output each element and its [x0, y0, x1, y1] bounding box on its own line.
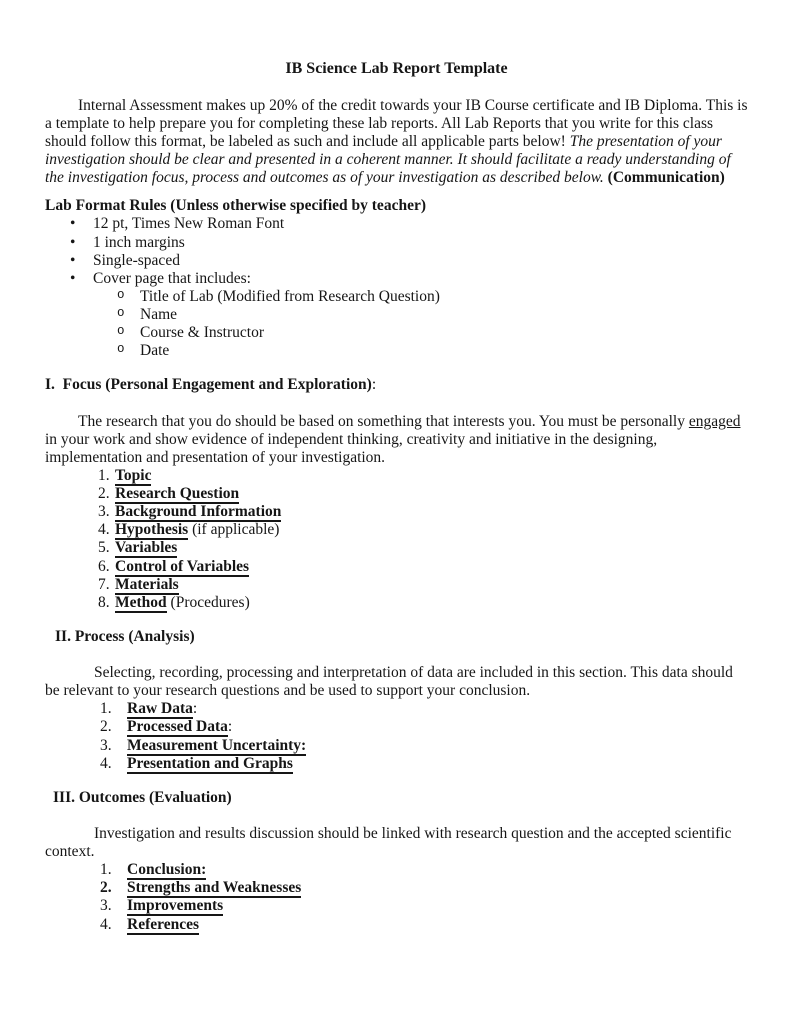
list-number: 4.: [100, 754, 112, 772]
intro-paragraph: [45, 97, 748, 188]
list-number: 3.: [100, 897, 112, 915]
list-item-label: Improvements: [127, 897, 224, 915]
list-number: 8.: [98, 593, 110, 611]
focus-numbered-list: [45, 467, 748, 612]
sub-bullet-item-label: Date: [140, 342, 170, 360]
bullet-item-font: [45, 215, 748, 233]
sub-bullet-item-label: Name: [140, 306, 178, 324]
process-numbered-list: [45, 700, 748, 773]
focus-item-control-of-variables: [45, 558, 748, 576]
bullet-icon: •: [70, 215, 76, 233]
outcomes-item-references: [45, 916, 748, 934]
bullet-item-margins: [45, 234, 748, 252]
list-item-label: Background Information: [115, 503, 282, 521]
focus-item-method: [45, 594, 748, 612]
focus-item-materials: [45, 576, 748, 594]
process-item-raw-data: [45, 700, 748, 718]
focus-item-hypothesis: [45, 521, 748, 539]
circle-bullet-icon: o: [117, 342, 125, 357]
focus-item-research-question: [45, 485, 748, 503]
list-item-suffix: (if applicable): [188, 521, 280, 539]
outcomes-item-improvements: [45, 897, 748, 915]
list-item-label: Conclusion:: [127, 861, 207, 879]
list-item-label: Materials: [115, 575, 179, 593]
focus-text-before: The research that you do should be based on something that interests you. You must be personally: [78, 412, 689, 430]
outcomes-item-conclusion: [45, 861, 748, 879]
list-item-label: Hypothesis: [115, 521, 189, 539]
list-item-suffix: :: [227, 718, 233, 736]
bullet-icon: •: [70, 233, 76, 251]
outcomes-numbered-list: [45, 861, 748, 934]
bullet-item-label: Single-spaced: [93, 251, 180, 269]
section-focus-heading-colon: :: [371, 376, 377, 394]
sub-bullet-item-label: Title of Lab (Modified from Research Question): [140, 287, 440, 305]
list-item-label: References: [127, 915, 200, 933]
outcomes-item-strengths-weaknesses: [45, 879, 748, 897]
list-item-label: Strengths and Weaknesses: [127, 879, 302, 897]
list-number: 2.: [100, 879, 112, 897]
bullet-icon: •: [70, 251, 76, 269]
list-number: 4.: [100, 915, 112, 933]
sub-bullet-item-label: Course & Instructor: [140, 324, 264, 342]
list-number: 2.: [98, 485, 110, 503]
list-item-label: Presentation and Graphs: [127, 754, 293, 772]
format-rules-heading: Lab Format Rules (Unless otherwise specified by teacher): [45, 197, 426, 215]
circle-bullet-icon: o: [117, 324, 125, 339]
list-item-label: Control of Variables: [115, 557, 250, 575]
list-number: 3.: [98, 503, 110, 521]
bullet-item-label: 12 pt, Times New Roman Font: [93, 215, 285, 233]
focus-text-engaged: engaged: [688, 412, 741, 430]
section-focus-heading-text: I. Focus (Personal Engagement and Exploration): [45, 376, 372, 394]
intro-italic-text: The presentation of your investigation should be clear and presented in a coherent manner. It should facilitate a ready understanding of the investigation focus, process and outcomes as of your investigation as described below.: [45, 132, 731, 187]
list-item-label: Raw Data: [127, 700, 193, 718]
list-number: 6.: [98, 557, 110, 575]
list-item-label: Method: [115, 593, 167, 611]
list-item-suffix: :: [192, 700, 198, 718]
list-item-label: Research Question: [115, 485, 240, 503]
list-item-label: Topic: [115, 466, 152, 484]
list-number: 5.: [98, 539, 110, 557]
list-item-label: Processed Data: [127, 718, 228, 736]
circle-bullet-icon: o: [117, 287, 125, 302]
list-number: 1.: [100, 700, 112, 718]
bullet-item-cover-page: [45, 270, 748, 288]
sub-bullet-item-name: [45, 306, 748, 324]
section-focus-heading: [45, 376, 748, 394]
sub-bullet-item-title: [45, 288, 748, 306]
list-number: 1.: [100, 861, 112, 879]
focus-text-after: in your work and show evidence of independent thinking, creativity and initiative in the designing, implementation and presentation of your investigation.: [45, 430, 658, 466]
outcomes-paragraph: Investigation and results discussion should be linked with research question and the accepted scientific context.: [45, 824, 732, 861]
list-item-label: Measurement Uncertainty:: [127, 736, 307, 754]
sub-bullet-item-course: [45, 324, 748, 342]
list-number: 7.: [98, 575, 110, 593]
list-number: 3.: [100, 736, 112, 754]
list-number: 1.: [98, 466, 110, 484]
list-number: 2.: [100, 718, 112, 736]
list-item-label: Variables: [115, 539, 178, 557]
sub-bullet-item-date: [45, 342, 748, 360]
bullet-item-label: 1 inch margins: [93, 233, 185, 251]
list-number: 4.: [98, 521, 110, 539]
list-item-suffix: (Procedures): [166, 593, 250, 611]
focus-paragraph: [45, 413, 748, 467]
intro-text: Internal Assessment makes up 20% of the credit towards your IB Course certificate and IB Diploma. This is a template to help prepare you for completing these lab reports. All Lab Reports that you write for this class should follow this format, be labeled as such and include all applicable parts below!: [45, 96, 748, 150]
process-item-processed-data: [45, 718, 748, 736]
circle-bullet-icon: o: [117, 306, 125, 321]
format-rules-bullet-list: [45, 215, 748, 360]
bullet-item-label: Cover page that includes:: [93, 269, 251, 287]
bullet-item-spacing: [45, 252, 748, 270]
focus-item-background: [45, 503, 748, 521]
process-item-measurement-uncertainty: [45, 737, 748, 755]
bullet-icon: •: [70, 269, 76, 287]
document-title: IB Science Lab Report Template: [285, 60, 508, 77]
focus-item-topic: [45, 467, 748, 485]
section-outcomes-heading: III. Outcomes (Evaluation): [53, 788, 232, 806]
focus-item-variables: [45, 539, 748, 557]
intro-communication-label: (Communication): [607, 169, 725, 187]
process-paragraph: Selecting, recording, processing and interpretation of data are included in this section. This data should be relevant to your research questions and be used to support your conclusion.: [45, 664, 733, 700]
process-item-presentation-graphs: [45, 755, 748, 773]
section-process-heading: II. Process (Analysis): [55, 627, 195, 645]
